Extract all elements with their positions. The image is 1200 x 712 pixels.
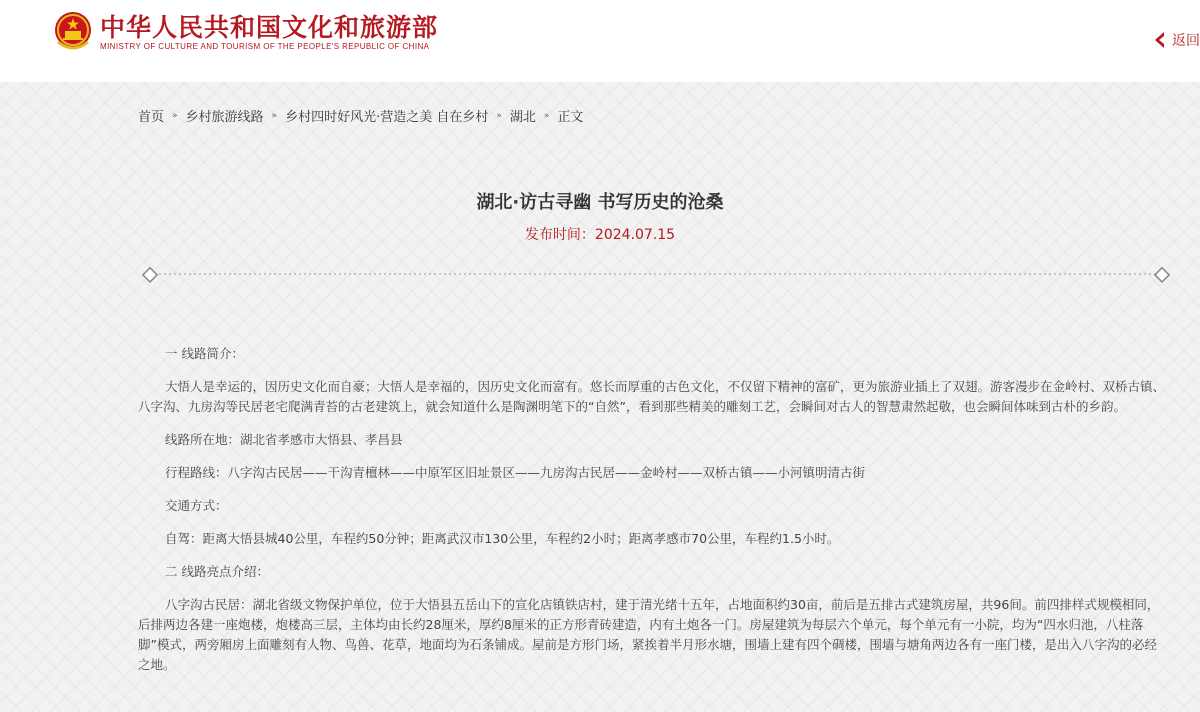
article-paragraph: 八字沟古民居：湖北省级文物保护单位，位于大悟县五岳山下的宣化店镇铁店村，建于清光绪十五年，占地面积约30亩，前后是五排古式建筑房屋，共96间。前四排样式规模相同，后排两边各建一座炮楼，炮楼高三层，主体均由长约28厘米，厚约8厘米的正方形青砖建造，内有土炮各一门。房屋建筑为每层六个单元，每个单元有一小院，均为“四水归池，八柱落脚”模式，两旁厢房上面雕刻有人物、鸟兽、花草，地面均为石条铺成。屋前是方形门场，紧挨着半月形水塘，围墙上建有四个碉楼，围墙与塘角两边各有一座门楼，是出入八字沟的必经之地。	[138, 597, 1160, 672]
section-heading: 一 线路简介：	[165, 346, 244, 361]
back-button[interactable]	[1152, 28, 1200, 52]
site-header	[0, 0, 1200, 82]
breadcrumb-rural-routes[interactable]: 乡村旅游线路	[185, 110, 264, 125]
breadcrumb-hubei[interactable]: 湖北	[509, 110, 536, 125]
breadcrumb-home[interactable]: 首页	[138, 110, 165, 125]
breadcrumb-seasons[interactable]: 乡村四时好风光·营造之美 自在乡村	[285, 110, 489, 125]
article-paragraph: 线路所在地：湖北省孝感市大悟县、孝昌县	[165, 432, 403, 447]
section-heading: 二 线路亮点介绍：	[165, 564, 269, 579]
breadcrumb-separator: »	[496, 110, 502, 121]
publish-date: 发布时间：2024.07.15	[524, 227, 676, 243]
breadcrumb-current: 正文	[557, 110, 584, 125]
breadcrumb	[138, 106, 583, 125]
article-paragraph: 行程路线：八字沟古民居——干沟青檀林——中原军区旧址景区——九房沟古民居——金岭村——双桥古镇——小河镇明清古街	[165, 465, 866, 480]
title-divider	[142, 264, 1172, 284]
article-paragraph: 大悟人是幸运的，因历史文化而自豪；大悟人是幸福的，因历史文化而富有。悠长而厚重的古色文化，不仅留下精神的富矿，更为旅游业插上了双翅。游客漫步在金岭村、双桥古镇、八字沟、九房沟等民居老宅爬满青苔的古老建筑上，就会知道什么是陶渊明笔下的“自然”，看到那些精美的雕刻工艺，会瞬间对古人的智慧肃然起敬，也会瞬间体味到古朴的乡韵。	[138, 379, 1166, 414]
site-title: 中华人民共和国文化和旅游部	[100, 13, 439, 42]
breadcrumb-separator: »	[543, 110, 550, 121]
article-paragraph: 自驾：距离大悟县城40公里，车程约50分钟；距离武汉市130公里，车程约2小时；距离孝感市70公里，车程约1.5小时。	[165, 531, 840, 546]
article-paragraph: 交通方式：	[165, 498, 228, 513]
article-title: 湖北·访古寻幽 书写历史的沧桑	[476, 192, 724, 213]
breadcrumb-separator: »	[172, 110, 178, 121]
back-arrow-icon	[1152, 31, 1166, 49]
back-label: 返回	[1172, 33, 1200, 49]
breadcrumb-separator: »	[271, 110, 278, 121]
national-emblem-icon	[52, 10, 94, 54]
main-content	[0, 82, 1200, 712]
site-subtitle: MINISTRY OF CULTURE AND TOURISM OF THE PEOPLE'S REPUBLIC OF CHINA	[100, 42, 430, 51]
article-body	[138, 344, 1166, 688]
